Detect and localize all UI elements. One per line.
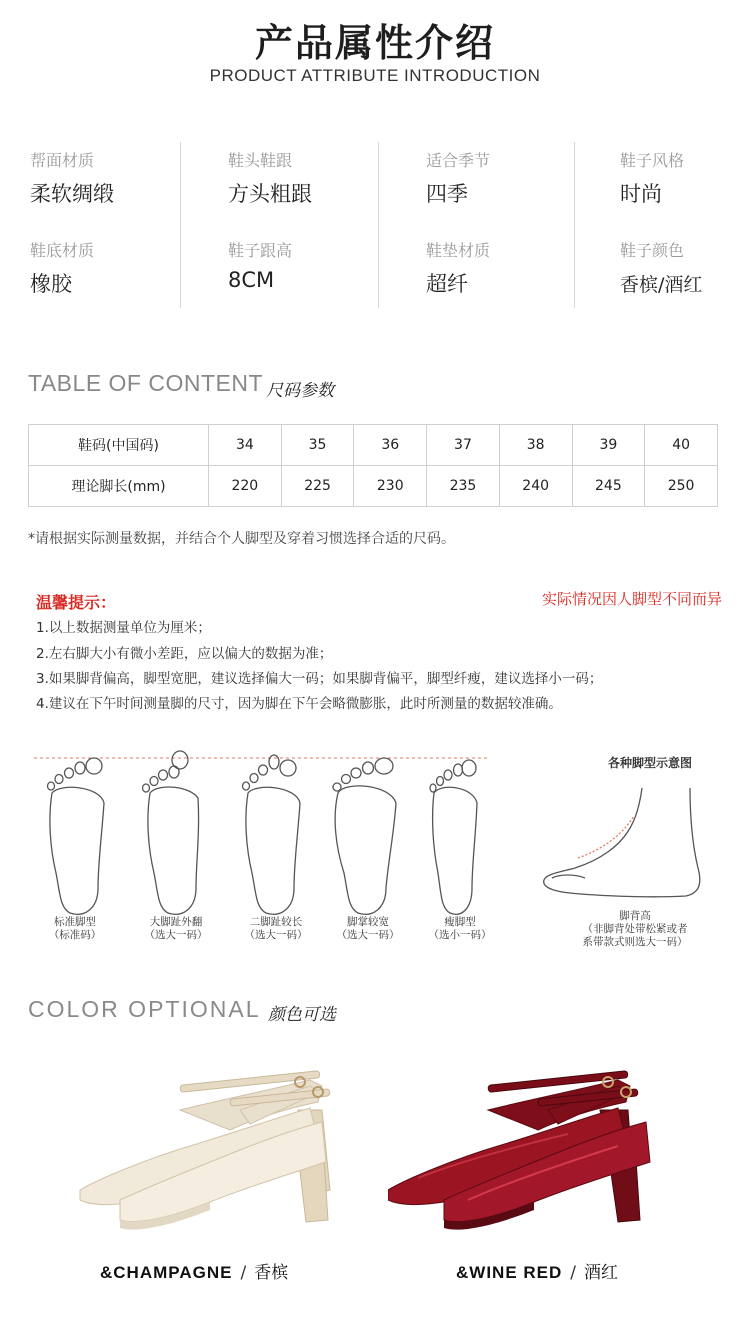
foot-type-caption: 大脚趾外翻 （选大一码）: [144, 916, 208, 941]
champagne-shoe-image: [60, 1050, 350, 1244]
attribute-label: 鞋子颜色: [620, 241, 685, 260]
attribute-value: 四季: [426, 182, 468, 206]
color-name-en: &WINE RED: [456, 1263, 563, 1282]
foot-icon: [48, 758, 105, 914]
table-cell: 37: [427, 425, 500, 466]
page-subtitle: PRODUCT ATTRIBUTE INTRODUCTION: [209, 66, 541, 85]
color-section-subtitle: 颜色可选: [268, 1005, 336, 1025]
table-cell: 36: [354, 425, 427, 466]
table-cell: 220: [209, 466, 282, 507]
attribute-value: 超纤: [426, 272, 468, 296]
table-cell: 235: [427, 466, 500, 507]
tips-right-note: 实际情况因人脚型不同而异: [541, 590, 722, 608]
page-title: 产品属性介绍: [254, 21, 495, 65]
attribute-value: 橡胶: [30, 272, 72, 296]
shoe-illustration: [60, 1050, 350, 1240]
tips-title: 温馨提示：: [36, 593, 117, 612]
color-option-champagne[interactable]: [100, 1258, 288, 1283]
table-cell: 38: [499, 425, 572, 466]
table-cell: 230: [354, 466, 427, 507]
table-row: [29, 466, 718, 507]
attribute-label: 鞋头鞋跟: [228, 151, 293, 170]
side-diagram-caption: 脚背高 （非脚背处带松紧或者 系带款式则选大一码）: [582, 910, 688, 948]
table-cell: 40: [645, 425, 718, 466]
tip-item: 3.如果脚背偏高，脚型宽肥，建议选择偏大一码；如果脚背偏平，脚型纤瘦，建议选择小一码；: [36, 671, 603, 687]
foot-types-diagram: [30, 748, 720, 958]
color-name-cn: 香槟: [254, 1263, 289, 1283]
attribute-label: 适合季节: [426, 151, 491, 170]
foot-icon: [143, 751, 199, 914]
separator: /: [570, 1263, 577, 1283]
wine-red-shoe-image: [388, 1050, 678, 1244]
size-section-subtitle: 尺码参数: [266, 381, 334, 401]
attribute-value: 香槟/酒红: [620, 274, 703, 296]
color-option-wine-red[interactable]: [456, 1258, 618, 1283]
attribute-label: 鞋子风格: [620, 151, 685, 170]
color-name-cn: 酒红: [584, 1263, 619, 1283]
foot-type-caption: 脚掌较宽 （选大一码）: [336, 916, 400, 941]
table-cell: 250: [645, 466, 718, 507]
side-diagram-title: 各种脚型示意图: [608, 756, 693, 770]
tip-item: 2.左右脚大小有微小差距，应以偏大的数据为准；: [36, 646, 333, 662]
attribute-value: 时尚: [620, 182, 662, 206]
table-cell: 39: [572, 425, 645, 466]
size-section-title: TABLE OF CONTENT: [28, 370, 264, 396]
side-foot-icon: [544, 788, 700, 897]
divider: [574, 142, 575, 308]
foot-icon: [333, 758, 396, 914]
table-cell: 225: [281, 466, 354, 507]
table-cell: 245: [572, 466, 645, 507]
size-note: *请根据实际测量数据，并结合个人脚型及穿着习惯选择合适的尺码。: [28, 531, 455, 547]
attribute-label: 鞋子跟高: [228, 241, 293, 260]
attribute-label: 鞋底材质: [30, 241, 95, 260]
separator: /: [240, 1263, 247, 1283]
table-cell: 35: [281, 425, 354, 466]
foot-type-caption: 标准脚型 （标准码）: [48, 916, 102, 941]
table-cell: 34: [209, 425, 282, 466]
table-row: [29, 425, 718, 466]
foot-type-caption: 瘦脚型 （选小一码）: [428, 916, 492, 941]
row-header: 理论脚长(mm): [29, 466, 209, 507]
attribute-grid: [0, 142, 750, 310]
row-header: 鞋码(中国码): [29, 425, 209, 466]
attribute-label: 帮面材质: [30, 151, 95, 170]
size-table: [28, 424, 718, 507]
attribute-value: 方头粗跟: [228, 182, 312, 206]
foot-icon: [243, 755, 301, 914]
shoe-illustration: [388, 1050, 678, 1240]
color-section-title: COLOR OPTIONAL: [28, 996, 261, 1022]
foot-type-caption: 二脚趾较长 （选大一码）: [244, 916, 308, 941]
tip-item: 4.建议在下午时间测量脚的尺寸，因为脚在下午会略微膨胀，此时所测量的数据较准确。: [36, 696, 562, 712]
attribute-value: 8CM: [228, 268, 275, 292]
tip-item: 1.以上数据测量单位为厘米；: [36, 620, 211, 636]
attribute-value: 柔软绸缎: [30, 182, 114, 206]
color-name-en: &CHAMPAGNE: [100, 1263, 233, 1282]
foot-icon: [430, 760, 477, 914]
attribute-label: 鞋垫材质: [426, 241, 491, 260]
divider: [180, 142, 181, 308]
table-cell: 240: [499, 466, 572, 507]
divider: [378, 142, 379, 308]
